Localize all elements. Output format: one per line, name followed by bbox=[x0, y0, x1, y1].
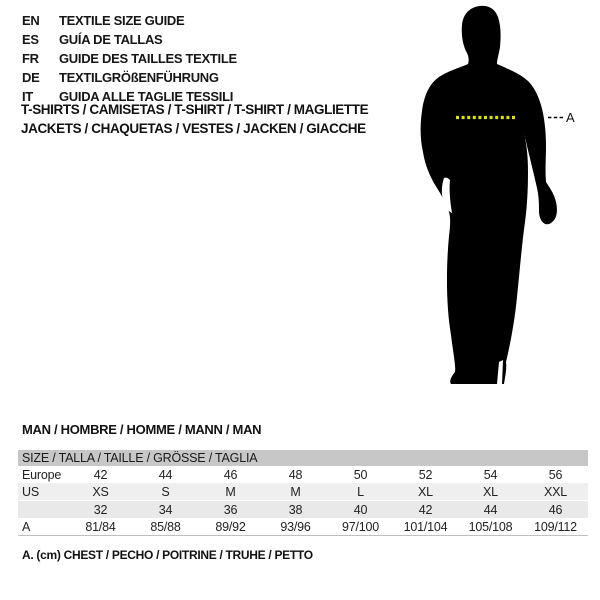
table-cell: 34 bbox=[158, 502, 173, 517]
language-title: TEXTILE SIZE GUIDE bbox=[59, 13, 185, 28]
size-table-header-row bbox=[18, 450, 588, 466]
table-cell: XXL bbox=[543, 484, 568, 499]
table-cell: 89/92 bbox=[215, 519, 246, 534]
table-cell: 44 bbox=[483, 502, 498, 517]
table-cell: 56 bbox=[548, 467, 563, 482]
size-table bbox=[18, 450, 588, 536]
table-cell: 46 bbox=[548, 502, 563, 517]
category-tshirts: T-SHIRTS / CAMISETAS / T-SHIRT / T-SHIRT / MAGLIETTE bbox=[21, 102, 369, 117]
table-cell: M bbox=[290, 484, 301, 499]
size-table-header: SIZE / TALLA / TAILLE / GRÖSSE / TAGLIA bbox=[18, 450, 588, 466]
table-cell: S bbox=[161, 484, 170, 499]
table-cell: 50 bbox=[353, 467, 368, 482]
language-row-fr bbox=[22, 51, 237, 70]
table-cell: 85/88 bbox=[150, 519, 181, 534]
measure-label-a: A bbox=[566, 110, 575, 125]
table-cell: XL bbox=[483, 484, 498, 499]
table-cell: 54 bbox=[483, 467, 498, 482]
row-label: US bbox=[22, 484, 39, 499]
language-code: EN bbox=[22, 13, 40, 28]
language-row-es bbox=[22, 32, 237, 51]
language-code: FR bbox=[22, 51, 39, 66]
table-row-europe bbox=[18, 466, 588, 483]
row-label bbox=[18, 501, 68, 519]
table-cell: 46 bbox=[223, 467, 238, 482]
language-row-de bbox=[22, 70, 237, 89]
row-label: Europe bbox=[22, 467, 62, 482]
table-cell: 97/100 bbox=[341, 519, 380, 534]
table-cell: 109/112 bbox=[534, 519, 577, 534]
man-silhouette-figure bbox=[400, 0, 600, 400]
measurement-footnote: A. (cm) CHEST / PECHO / POITRINE / TRUHE / PETTO bbox=[22, 548, 313, 562]
table-cell: 32 bbox=[93, 502, 108, 517]
table-row-us bbox=[18, 483, 588, 501]
row-label: A bbox=[22, 519, 31, 534]
table-row-chest-a bbox=[18, 518, 588, 536]
table-cell: 44 bbox=[158, 467, 173, 482]
table-cell: XS bbox=[92, 484, 109, 499]
table-cell: 38 bbox=[288, 502, 303, 517]
silhouette-path bbox=[421, 6, 557, 384]
table-cell: 42 bbox=[93, 467, 108, 482]
language-title: GUÍA DE TALLAS bbox=[59, 32, 163, 47]
table-cell: 36 bbox=[223, 502, 238, 517]
table-cell: 81/84 bbox=[85, 519, 116, 534]
table-cell: 48 bbox=[288, 467, 303, 482]
language-title: GUIDE DES TAILLES TEXTILE bbox=[59, 51, 237, 66]
table-cell: 52 bbox=[418, 467, 433, 482]
table-cell: L bbox=[357, 484, 364, 499]
table-cell: 40 bbox=[353, 502, 368, 517]
table-cell: M bbox=[225, 484, 236, 499]
table-cell: 93/96 bbox=[280, 519, 311, 534]
table-cell: XL bbox=[418, 484, 433, 499]
table-cell: 105/108 bbox=[468, 519, 513, 534]
language-list bbox=[22, 13, 237, 108]
language-title: GUIDA ALLE TAGLIE TESSILI bbox=[59, 89, 234, 104]
language-row-en bbox=[22, 13, 237, 32]
language-title: TEXTILGRÖßENFÜHRUNG bbox=[59, 70, 219, 85]
category-jackets: JACKETS / CHAQUETAS / VESTES / JACKEN / GIACCHE bbox=[21, 121, 366, 136]
table-cell: 42 bbox=[418, 502, 433, 517]
language-code: ES bbox=[22, 32, 39, 47]
table-row-numeric bbox=[18, 501, 588, 519]
table-cell: 101/104 bbox=[403, 519, 448, 534]
language-code: DE bbox=[22, 70, 40, 85]
language-code: IT bbox=[22, 89, 33, 104]
section-title: MAN / HOMBRE / HOMME / MANN / MAN bbox=[22, 422, 262, 437]
